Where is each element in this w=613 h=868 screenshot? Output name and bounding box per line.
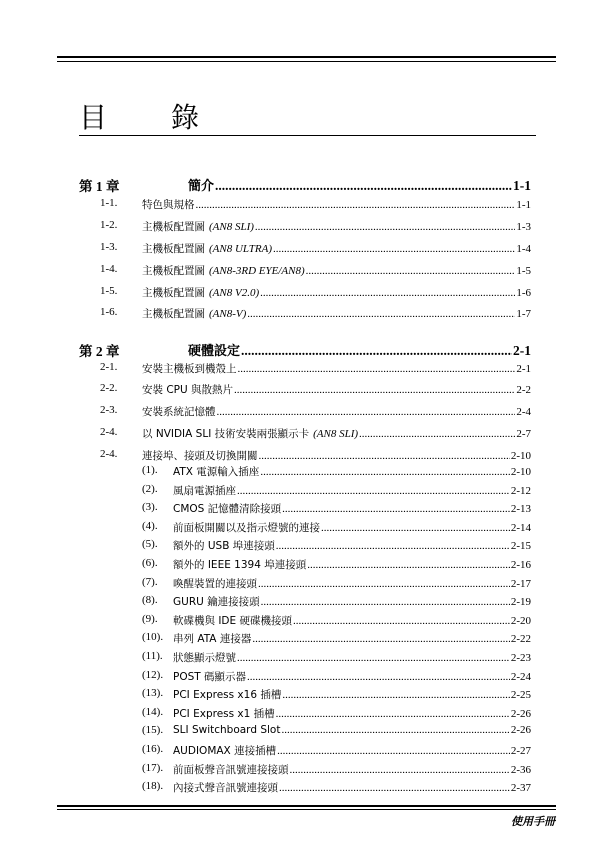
page-number: 2-12 xyxy=(510,485,531,497)
item-title: CMOS 記憶體清除接頭 xyxy=(173,503,282,515)
page-number: 2-27 xyxy=(510,745,531,757)
toc-item-row xyxy=(100,241,531,255)
leader-dots xyxy=(282,689,509,701)
item-title: 主機板配置圖 xyxy=(142,287,205,299)
toc-subitem-row xyxy=(142,520,531,534)
chapter-title: 簡介 xyxy=(188,179,215,194)
item-number: (1). xyxy=(142,464,158,476)
item-number: (9). xyxy=(142,613,158,625)
toc-subitem-row xyxy=(142,576,531,590)
item-title: 狀態顯示燈號 xyxy=(173,652,236,664)
item-title: ATX 電源輸入插座 xyxy=(173,466,260,478)
item-title: PCI Express x16 插槽 xyxy=(173,689,282,701)
item-number: (6). xyxy=(142,557,158,569)
item-title: 安裝系統記憶體 xyxy=(142,406,216,418)
item-title: GURU 鑰連接接頭 xyxy=(173,596,260,608)
item-title: 安裝 CPU 與散熱片 xyxy=(142,384,234,396)
chapter-label: 第 2 章 xyxy=(79,344,120,359)
toc-item-row xyxy=(100,219,531,233)
item-number: (8). xyxy=(142,594,158,606)
item-title: 額外的 IEEE 1394 埠連接頭 xyxy=(173,559,307,571)
item-number: (15). xyxy=(142,724,164,736)
item-title: 軟碟機與 IDE 硬碟機接頭 xyxy=(173,615,292,627)
top-rule-thick xyxy=(57,56,556,58)
page-number: 2-23 xyxy=(510,652,531,664)
item-number: (7). xyxy=(142,576,158,588)
page-number: 1-1 xyxy=(513,178,531,193)
toc-subitem-row xyxy=(142,557,531,571)
page-number: 2-17 xyxy=(510,578,531,590)
page-number: 2-1 xyxy=(513,343,531,358)
page-number: 2-10 xyxy=(510,450,531,462)
item-title: 前面板開關以及指示燈號的連接 xyxy=(173,522,320,534)
page-number: 1-5 xyxy=(516,265,531,277)
page-title: 目 錄 xyxy=(79,101,218,134)
leader-dots xyxy=(277,745,510,757)
item-title: 主機板配置圖 xyxy=(142,243,205,255)
chapter-label: 第 1 章 xyxy=(79,179,120,194)
toc-item-row xyxy=(100,306,531,320)
item-title: 風扇電源插座 xyxy=(173,485,236,497)
item-title: POST 碼顯示器 xyxy=(173,671,247,683)
item-model-note: (AN8-3RD EYE/AN8) xyxy=(209,265,305,277)
leader-dots xyxy=(215,178,512,194)
item-number: 2-4. xyxy=(100,448,118,460)
leader-dots xyxy=(237,652,510,664)
chapter-title: 硬體設定 xyxy=(188,344,241,359)
footer-manual-label: 使用手冊 xyxy=(511,815,555,828)
footer-rule-thin xyxy=(57,809,556,810)
toc-subitem-row xyxy=(142,483,531,497)
toc-item-row xyxy=(100,382,531,396)
leader-dots xyxy=(281,724,509,736)
item-title: SLI Switchboard Slot xyxy=(173,724,281,736)
toc-subitem-row xyxy=(142,780,531,794)
title-rule xyxy=(79,135,536,136)
toc-item-row xyxy=(100,404,531,418)
toc-subitem-row xyxy=(142,650,531,664)
item-title: 喚醒裝置的連接頭 xyxy=(173,578,257,590)
item-number: (17). xyxy=(142,762,164,774)
toc-subitem-row xyxy=(142,613,531,627)
item-number: 2-1. xyxy=(100,361,118,373)
page-number: 2-26 xyxy=(510,724,531,736)
item-title: 安裝主機板到機殼上 xyxy=(142,363,237,375)
toc-item-row xyxy=(100,426,531,440)
item-title: 內接式聲音訊號連接頭 xyxy=(173,782,278,794)
item-number: (4). xyxy=(142,520,158,532)
item-title: 前面板聲音訊號連接接頭 xyxy=(173,764,289,776)
item-number: 1-1. xyxy=(100,197,118,209)
leader-dots xyxy=(273,243,515,255)
leader-dots xyxy=(258,578,510,590)
toc-subitem-row xyxy=(142,464,531,478)
toc-item-row xyxy=(100,197,531,211)
item-title: 主機板配置圖 xyxy=(142,265,205,277)
item-number: (5). xyxy=(142,538,158,550)
footer-rule-thick xyxy=(57,805,556,807)
item-model-note: (AN8 SLI) xyxy=(209,221,254,233)
page-number: 2-20 xyxy=(510,615,531,627)
item-title: 特色與規格 xyxy=(142,199,195,211)
item-title: AUDIOMAX 連接插槽 xyxy=(173,745,277,757)
toc-item-row xyxy=(100,448,531,462)
toc-item-row xyxy=(100,263,531,277)
item-title: 主機板配置圖 xyxy=(142,221,205,233)
page-number: 1-3 xyxy=(516,221,531,233)
item-number: 1-6. xyxy=(100,306,118,318)
item-title: 以 NVIDIA SLI 技術安裝兩張顯示卡 xyxy=(142,428,310,440)
leader-dots xyxy=(276,540,510,552)
leader-dots xyxy=(276,708,510,720)
leader-dots xyxy=(261,596,510,608)
page-number: 2-14 xyxy=(510,522,531,534)
item-number: 1-2. xyxy=(100,219,118,231)
item-model-note: (AN8 ULTRA) xyxy=(209,243,273,255)
toc-subitem-row xyxy=(142,724,531,738)
item-title: 額外的 USB 埠連接頭 xyxy=(173,540,275,552)
leader-dots xyxy=(260,287,515,299)
item-number: (10). xyxy=(142,631,164,643)
item-number: 2-2. xyxy=(100,382,118,394)
page-number: 2-2 xyxy=(516,384,531,396)
item-number: (12). xyxy=(142,669,164,681)
leader-dots xyxy=(321,522,510,534)
page-number: 2-24 xyxy=(510,671,531,683)
item-model-note: (AN8-V) xyxy=(209,308,247,320)
item-number: 2-3. xyxy=(100,404,118,416)
leader-dots xyxy=(359,428,515,440)
page-number: 1-7 xyxy=(516,308,531,320)
leader-dots xyxy=(217,406,516,418)
leader-dots xyxy=(255,221,515,233)
toc-subitem-row xyxy=(142,501,531,515)
toc-subitem-row xyxy=(142,669,531,683)
leader-dots xyxy=(196,199,516,211)
toc-subitem-row xyxy=(142,762,531,776)
item-title: 串列 ATA 連接器 xyxy=(173,633,252,645)
page-number: 2-7 xyxy=(516,428,531,440)
leader-dots xyxy=(247,308,515,320)
item-model-note: (AN8 SLI) xyxy=(313,428,359,440)
leader-dots xyxy=(237,485,510,497)
leader-dots xyxy=(307,559,510,571)
item-model-note: (AN8 V2.0) xyxy=(209,287,260,299)
item-number: (16). xyxy=(142,743,164,755)
leader-dots xyxy=(293,615,510,627)
leader-dots xyxy=(290,764,510,776)
page-number: 2-22 xyxy=(510,633,531,645)
leader-dots xyxy=(252,633,510,645)
leader-dots xyxy=(306,265,516,277)
page-number: 1-4 xyxy=(516,243,531,255)
item-title: 主機板配置圖 xyxy=(142,308,205,320)
toc-subitem-row xyxy=(142,706,531,720)
chapter-row xyxy=(79,340,531,359)
toc-item-row xyxy=(100,361,531,375)
page-number: 2-10 xyxy=(510,466,531,478)
toc-subitem-row xyxy=(142,687,531,701)
page-number: 2-36 xyxy=(510,764,531,776)
item-number: (11). xyxy=(142,650,163,662)
toc-subitem-row xyxy=(142,743,531,757)
item-number: (14). xyxy=(142,706,164,718)
leader-dots xyxy=(234,384,515,396)
leader-dots xyxy=(241,343,512,359)
leader-dots xyxy=(282,503,510,515)
toc-subitem-row xyxy=(142,594,531,608)
leader-dots xyxy=(247,671,510,683)
toc-item-row xyxy=(100,285,531,299)
page-number: 2-13 xyxy=(510,503,531,515)
leader-dots xyxy=(260,466,510,478)
item-number: 1-4. xyxy=(100,263,118,275)
page-number: 2-25 xyxy=(510,689,531,701)
page-number: 2-26 xyxy=(510,708,531,720)
item-number: 1-5. xyxy=(100,285,118,297)
chapter-row xyxy=(79,175,531,194)
item-number: (13). xyxy=(142,687,164,699)
item-number: 2-4. xyxy=(100,426,118,438)
page-number: 2-4 xyxy=(516,406,531,418)
page-number: 2-15 xyxy=(510,540,531,552)
leader-dots xyxy=(279,782,510,794)
item-number: (3). xyxy=(142,501,158,513)
page-number: 1-1 xyxy=(516,199,531,211)
item-number: (18). xyxy=(142,780,164,792)
leader-dots xyxy=(259,450,510,462)
page-number: 2-1 xyxy=(516,363,531,375)
item-number: (2). xyxy=(142,483,158,495)
item-title: 連接埠、接頭及切換開關 xyxy=(142,450,258,462)
page-number: 2-16 xyxy=(510,559,531,571)
page-number: 2-37 xyxy=(510,782,531,794)
toc-subitem-row xyxy=(142,631,531,645)
page-number: 1-6 xyxy=(516,287,531,299)
leader-dots xyxy=(238,363,516,375)
top-rule-thin xyxy=(57,61,556,62)
page-number: 2-19 xyxy=(510,596,531,608)
item-title: PCI Express x1 插槽 xyxy=(173,708,275,720)
item-number: 1-3. xyxy=(100,241,118,253)
toc-subitem-row xyxy=(142,538,531,552)
